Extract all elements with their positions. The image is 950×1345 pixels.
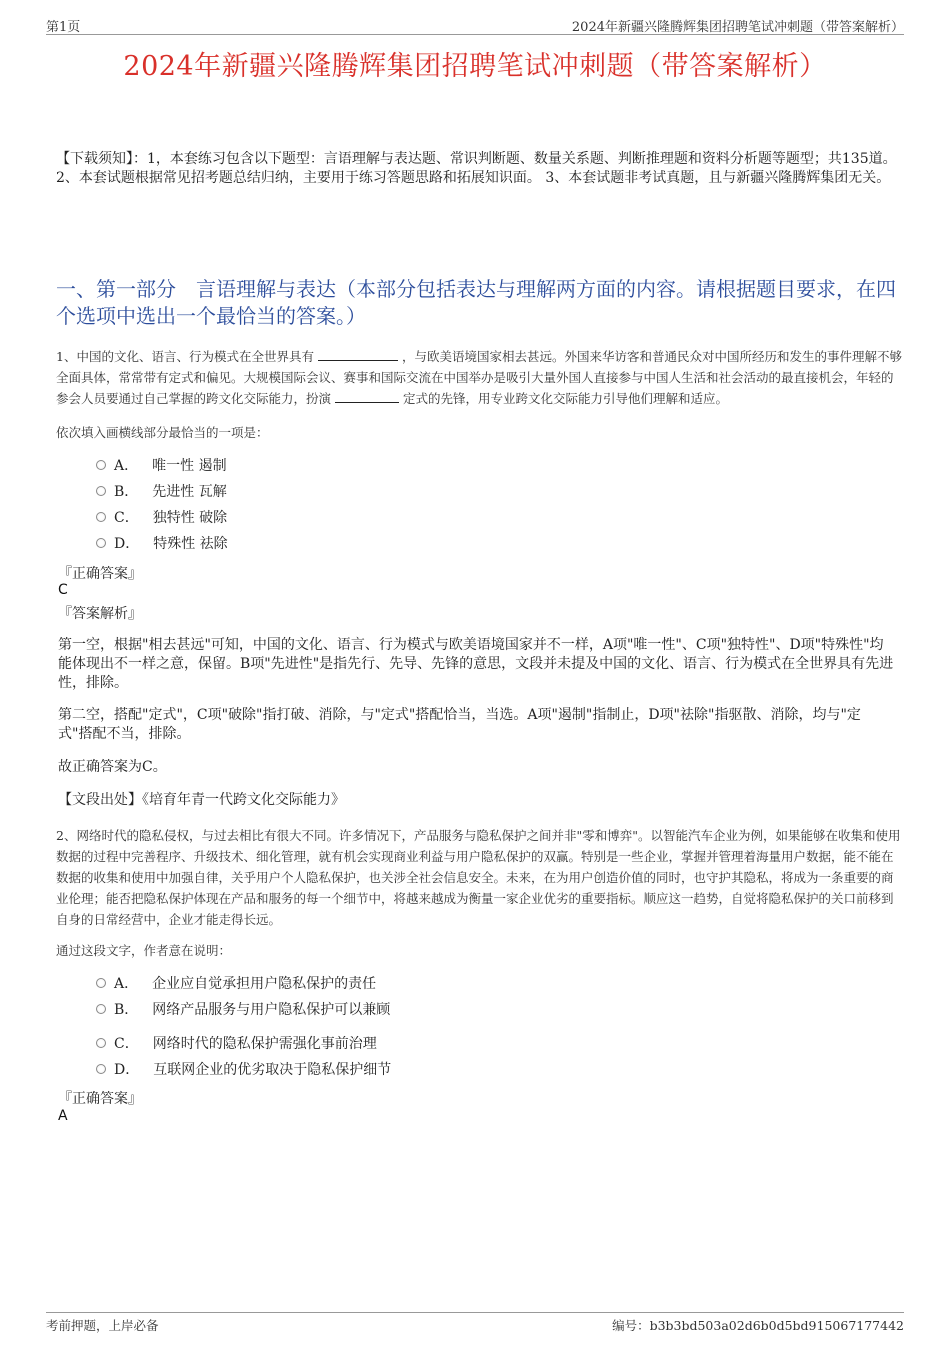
q2-answer: A [58, 1108, 68, 1124]
question-1-text: 1、中国的文化、语言、行为模式在全世界具有 ，与欧美语境国家相去甚远。外国来华访客和普通民众对中国所经历和发生的事件理解不够全面具体，常常带有定式和偏见。大规模国际会议、赛事和国际交流在中国举办是吸引大量外国人直接参与中国人生活和社会活动的最直接机会，年轻的参会人员要通过自己掌握的跨文化交际能力，扮演 定式的先锋，用专业跨文化交际能力引导他们理解和适应。 [56, 349, 902, 406]
page-footer [46, 1312, 904, 1335]
q1-option-c[interactable]: C． 独特性 破除 [96, 508, 227, 528]
q2-option-d[interactable]: D． 互联网企业的优劣取决于隐私保护细节 [96, 1060, 391, 1080]
section-heading: 一、第一部分 言语理解与表达（本部分包括表达与理解两方面的内容。请根据题目要求，在四个选项中选出一个最恰当的答案。） [56, 277, 896, 328]
radio-icon[interactable] [96, 1004, 106, 1014]
q1-answer-label: 『正确答案』 [58, 566, 142, 582]
q1-analysis-paragraph-1: 第一空，根据"相去甚远"可知，中国的文化、语言、行为模式与欧美语境国家并不一样，A项"唯一性"、C项"独特性"、D项"特殊性"均能体现出不一样之意，保留。B项"先进性"是指先行、先导、先锋的意思，文段并未提及中国的文化、语言、行为模式在全世界具有先进性，排除。 [58, 637, 894, 691]
footer-doc-id: 编号：b3b3bd503a02d6b0d5bd915067177442 [612, 1318, 904, 1333]
download-notice: 【下载须知】：1，本套练习包含以下题型：言语理解与表达题、常识判断题、数量关系题、判断推理题和资料分析题等题型；共135道。 2、本套试题根据常见招考题总结归纳，主要用于练习答题思路和拓展知识面。 3、本套试题非考试真题，且与新疆兴隆腾辉集团无关。 [56, 151, 897, 186]
q1-analysis-paragraph-2: 第二空，搭配"定式"，C项"破除"指打破、消除，与"定式"搭配恰当，当选。A项"遏制"指制止，D项"祛除"指驱散、消除，均与"定式"搭配不当，排除。 [58, 707, 861, 742]
radio-icon[interactable] [96, 460, 106, 470]
blank-line [335, 390, 399, 403]
q1-analysis-conclusion: 故正确答案为C。 [58, 759, 167, 775]
question-2-prompt: 通过这段文字，作者意在说明： [56, 943, 232, 958]
q1-analysis-label: 『答案解析』 [58, 606, 142, 622]
q1-answer: C [58, 582, 68, 598]
page-header [46, 14, 904, 35]
q2-answer-label: 『正确答案』 [58, 1091, 142, 1107]
radio-icon[interactable] [96, 1038, 106, 1048]
q1-option-d[interactable]: D． 特殊性 祛除 [96, 534, 228, 554]
radio-icon[interactable] [96, 1064, 106, 1074]
header-doc-title: 2024年新疆兴隆腾辉集团招聘笔试冲刺题（带答案解析） [571, 20, 904, 35]
q2-option-b[interactable]: B． 网络产品服务与用户隐私保护可以兼顾 [96, 1000, 390, 1020]
q1-source: 【文段出处】《培育年青一代跨文化交际能力》 [58, 792, 345, 808]
q2-option-a[interactable]: A． 企业应自觉承担用户隐私保护的责任 [96, 974, 376, 994]
q1-option-a[interactable]: A． 唯一性 遏制 [96, 456, 227, 476]
radio-icon[interactable] [96, 978, 106, 988]
footer-slogan: 考前押题，上岸必备 [46, 1318, 159, 1333]
radio-icon[interactable] [96, 512, 106, 522]
page-number: 第1页 [46, 20, 81, 35]
document-title: 2024年新疆兴隆腾辉集团招聘笔试冲刺题（带答案解析） [123, 51, 827, 82]
question-2-text: 2、网络时代的隐私侵权，与过去相比有很大不同。许多情况下，产品服务与隐私保护之间并非"零和博弈"。以智能汽车企业为例，如果能够在收集和使用数据的过程中完善程序、升级技术、细化管理，就有机会实现商业利益与用户隐私保护的双赢。特别是一些企业，掌握并管理着海量用户数据，能不能在数据的收集和使用中加强自律，关乎用户个人隐私保护，也关涉全社会信息安全。未来，在为用户创造价值的同时，也守护其隐私，将成为一条重要的商业伦理；能否把隐私保护体现在产品和服务的每一个细节中，将越来越成为衡量一家企业优劣的重要指标。顺应这一趋势，自觉将隐私保护的关口前移到自身的日常经营中，企业才能走得长远。 [56, 828, 901, 927]
q2-option-c[interactable]: C． 网络时代的隐私保护需强化事前治理 [96, 1034, 377, 1054]
q1-option-b[interactable]: B． 先进性 瓦解 [96, 482, 227, 502]
question-1-prompt: 依次填入画横线部分最恰当的一项是： [56, 425, 269, 440]
radio-icon[interactable] [96, 486, 106, 496]
blank-line [318, 348, 398, 361]
radio-icon[interactable] [96, 538, 106, 548]
